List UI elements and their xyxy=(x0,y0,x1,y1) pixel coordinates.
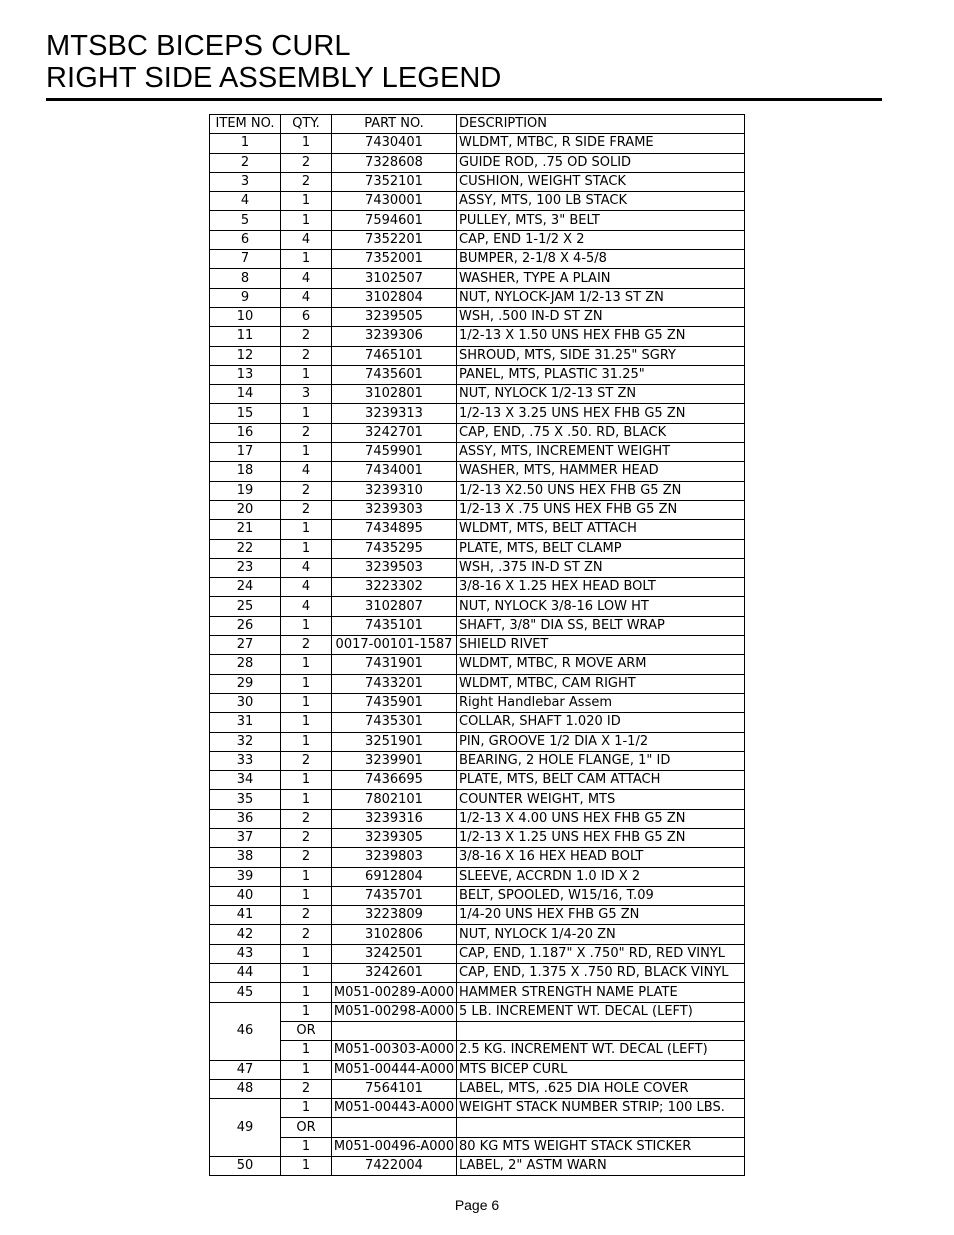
cell-part-no: 7430001 xyxy=(332,192,457,211)
table-row xyxy=(210,906,745,925)
table-row xyxy=(210,404,745,423)
table-row xyxy=(210,269,745,288)
cell-part-no: 7594601 xyxy=(332,211,457,230)
cell-description: NUT, NYLOCK-JAM 1/2-13 ST ZN xyxy=(457,288,745,307)
cell-part-no: 3242501 xyxy=(332,944,457,963)
cell-qty: OR xyxy=(281,1118,332,1137)
cell-qty: 1 xyxy=(281,655,332,674)
cell-qty: 1 xyxy=(281,1099,332,1118)
cell-part-no: 7328608 xyxy=(332,153,457,172)
cell-description: WASHER, MTS, HAMMER HEAD xyxy=(457,462,745,481)
cell-item-no: 23 xyxy=(210,558,281,577)
table-row xyxy=(210,597,745,616)
cell-description: CAP, END, 1.187" X .750" RD, RED VINYL xyxy=(457,944,745,963)
cell-item-no: 2 xyxy=(210,153,281,172)
table-row xyxy=(210,578,745,597)
cell-description: 5 LB. INCREMENT WT. DECAL (LEFT) xyxy=(457,1002,745,1021)
cell-item-no: 29 xyxy=(210,674,281,693)
cell-item-no: 16 xyxy=(210,423,281,442)
cell-item-no: 4 xyxy=(210,192,281,211)
cell-item-no: 37 xyxy=(210,828,281,847)
table-row xyxy=(210,809,745,828)
cell-description: 1/4-20 UNS HEX FHB G5 ZN xyxy=(457,906,745,925)
cell-item-no: 14 xyxy=(210,385,281,404)
cell-item-no: 43 xyxy=(210,944,281,963)
cell-description: NUT, NYLOCK 1/2-13 ST ZN xyxy=(457,385,745,404)
table-row xyxy=(210,790,745,809)
cell-item-no: 42 xyxy=(210,925,281,944)
cell-description: 1/2-13 X 1.25 UNS HEX FHB G5 ZN xyxy=(457,828,745,847)
table-row xyxy=(210,751,745,770)
cell-qty: 1 xyxy=(281,1041,332,1060)
header-qty: QTY. xyxy=(281,115,332,134)
cell-item-no: 22 xyxy=(210,539,281,558)
cell-part-no: 3239803 xyxy=(332,848,457,867)
cell-description: COLLAR, SHAFT 1.020 ID xyxy=(457,713,745,732)
cell-description: CAP, END 1-1/2 X 2 xyxy=(457,230,745,249)
cell-description: 1/2-13 X .75 UNS HEX FHB G5 ZN xyxy=(457,500,745,519)
cell-qty: 2 xyxy=(281,327,332,346)
cell-part-no: 3239305 xyxy=(332,828,457,847)
cell-description: 3/8-16 X 1.25 HEX HEAD BOLT xyxy=(457,578,745,597)
header-description: DESCRIPTION xyxy=(457,115,745,134)
cell-part-no: 7435295 xyxy=(332,539,457,558)
table-row xyxy=(210,481,745,500)
cell-qty: 1 xyxy=(281,211,332,230)
table-row xyxy=(210,385,745,404)
table-row xyxy=(210,1079,745,1098)
cell-item-no: 1 xyxy=(210,134,281,153)
cell-part-no: 3102804 xyxy=(332,288,457,307)
cell-part-no: 3242701 xyxy=(332,423,457,442)
cell-part-no: 7435601 xyxy=(332,365,457,384)
cell-part-no: 7430401 xyxy=(332,134,457,153)
cell-part-no: M051-00443-A000 xyxy=(332,1099,457,1118)
cell-item-no: 39 xyxy=(210,867,281,886)
table-row xyxy=(210,1041,745,1060)
cell-item-no: 15 xyxy=(210,404,281,423)
cell-item-no: 17 xyxy=(210,443,281,462)
cell-qty: 1 xyxy=(281,404,332,423)
cell-item-no: 24 xyxy=(210,578,281,597)
cell-qty: 1 xyxy=(281,674,332,693)
table-row xyxy=(210,134,745,153)
cell-item-no: 26 xyxy=(210,616,281,635)
cell-part-no: 7433201 xyxy=(332,674,457,693)
cell-part-no: M051-00289-A000 xyxy=(332,983,457,1002)
table-row xyxy=(210,925,745,944)
cell-description: WASHER, TYPE A PLAIN xyxy=(457,269,745,288)
cell-part-no: 3223809 xyxy=(332,906,457,925)
cell-item-no: 46 xyxy=(210,1002,281,1060)
cell-qty: 1 xyxy=(281,539,332,558)
table-row xyxy=(210,636,745,655)
cell-description: ASSY, MTS, INCREMENT WEIGHT xyxy=(457,443,745,462)
cell-description: CAP, END, 1.375 X .750 RD, BLACK VINYL xyxy=(457,964,745,983)
cell-item-no: 20 xyxy=(210,500,281,519)
cell-description: CAP, END, .75 X .50. RD, BLACK xyxy=(457,423,745,442)
cell-qty: 1 xyxy=(281,944,332,963)
cell-part-no: 3239901 xyxy=(332,751,457,770)
cell-description: 1/2-13 X 4.00 UNS HEX FHB G5 ZN xyxy=(457,809,745,828)
cell-part-no: 3102801 xyxy=(332,385,457,404)
cell-qty: 4 xyxy=(281,558,332,577)
cell-item-no: 41 xyxy=(210,906,281,925)
cell-description xyxy=(457,1118,745,1137)
table-row xyxy=(210,693,745,712)
cell-qty: 1 xyxy=(281,134,332,153)
cell-qty: 6 xyxy=(281,307,332,326)
cell-qty: 4 xyxy=(281,578,332,597)
cell-part-no: 7435301 xyxy=(332,713,457,732)
cell-qty: 3 xyxy=(281,385,332,404)
cell-description: LABEL, 2" ASTM WARN xyxy=(457,1157,745,1176)
table-row xyxy=(210,1099,745,1118)
cell-qty: 4 xyxy=(281,288,332,307)
cell-description: NUT, NYLOCK 3/8-16 LOW HT xyxy=(457,597,745,616)
cell-part-no: 7564101 xyxy=(332,1079,457,1098)
cell-part-no: 3239505 xyxy=(332,307,457,326)
cell-qty: 4 xyxy=(281,597,332,616)
cell-qty: 1 xyxy=(281,1157,332,1176)
cell-description: WLDMT, MTBC, CAM RIGHT xyxy=(457,674,745,693)
cell-part-no: 7459901 xyxy=(332,443,457,462)
cell-part-no: 3239303 xyxy=(332,500,457,519)
cell-description: WSH, .375 IN-D ST ZN xyxy=(457,558,745,577)
cell-qty: 2 xyxy=(281,828,332,847)
cell-item-no: 18 xyxy=(210,462,281,481)
cell-qty: OR xyxy=(281,1021,332,1040)
cell-description: 3/8-16 X 16 HEX HEAD BOLT xyxy=(457,848,745,867)
cell-qty: 2 xyxy=(281,925,332,944)
table-row xyxy=(210,732,745,751)
table-row xyxy=(210,211,745,230)
cell-qty: 1 xyxy=(281,771,332,790)
cell-qty: 1 xyxy=(281,790,332,809)
table-row xyxy=(210,250,745,269)
cell-item-no: 8 xyxy=(210,269,281,288)
cell-qty: 1 xyxy=(281,867,332,886)
cell-description: 80 KG MTS WEIGHT STACK STICKER xyxy=(457,1137,745,1156)
cell-item-no: 27 xyxy=(210,636,281,655)
cell-item-no: 9 xyxy=(210,288,281,307)
table-row xyxy=(210,828,745,847)
title-divider xyxy=(46,98,882,101)
cell-item-no: 31 xyxy=(210,713,281,732)
assembly-legend-table xyxy=(209,114,745,1176)
cell-item-no: 44 xyxy=(210,964,281,983)
cell-description: WEIGHT STACK NUMBER STRIP; 100 LBS. xyxy=(457,1099,745,1118)
table-row xyxy=(210,867,745,886)
cell-part-no: 7422004 xyxy=(332,1157,457,1176)
cell-qty: 2 xyxy=(281,500,332,519)
table-row xyxy=(210,443,745,462)
cell-qty: 1 xyxy=(281,983,332,1002)
cell-description: WLDMT, MTBC, R SIDE FRAME xyxy=(457,134,745,153)
cell-description: COUNTER WEIGHT, MTS xyxy=(457,790,745,809)
cell-description: ASSY, MTS, 100 LB STACK xyxy=(457,192,745,211)
table-row xyxy=(210,713,745,732)
cell-qty: 2 xyxy=(281,809,332,828)
cell-item-no: 48 xyxy=(210,1079,281,1098)
cell-part-no: 3239306 xyxy=(332,327,457,346)
table-row xyxy=(210,1137,745,1156)
cell-item-no: 36 xyxy=(210,809,281,828)
table-row xyxy=(210,674,745,693)
cell-qty: 2 xyxy=(281,1079,332,1098)
cell-qty: 1 xyxy=(281,1137,332,1156)
cell-part-no: 3239316 xyxy=(332,809,457,828)
cell-description: Right Handlebar Assem xyxy=(457,693,745,712)
title-line-1: MTSBC BICEPS CURL xyxy=(46,30,351,62)
cell-part-no: M051-00303-A000 xyxy=(332,1041,457,1060)
cell-part-no: 7435101 xyxy=(332,616,457,635)
cell-part-no: M051-00298-A000 xyxy=(332,1002,457,1021)
cell-item-no: 47 xyxy=(210,1060,281,1079)
table-row xyxy=(210,346,745,365)
table-row xyxy=(210,520,745,539)
header-item-no: ITEM NO. xyxy=(210,115,281,134)
cell-item-no: 33 xyxy=(210,751,281,770)
cell-description xyxy=(457,1021,745,1040)
cell-part-no: 7434895 xyxy=(332,520,457,539)
table-row xyxy=(210,848,745,867)
cell-item-no: 5 xyxy=(210,211,281,230)
cell-qty: 1 xyxy=(281,250,332,269)
table-row xyxy=(210,462,745,481)
cell-qty: 1 xyxy=(281,886,332,905)
cell-qty: 1 xyxy=(281,1060,332,1079)
cell-part-no: 7435901 xyxy=(332,693,457,712)
cell-item-no: 21 xyxy=(210,520,281,539)
cell-item-no: 7 xyxy=(210,250,281,269)
cell-item-no: 35 xyxy=(210,790,281,809)
cell-item-no: 30 xyxy=(210,693,281,712)
cell-description: SHAFT, 3/8" DIA SS, BELT WRAP xyxy=(457,616,745,635)
cell-part-no: 0017-00101-1587 xyxy=(332,636,457,655)
table-row xyxy=(210,558,745,577)
cell-description: PLATE, MTS, BELT CLAMP xyxy=(457,539,745,558)
cell-qty: 2 xyxy=(281,751,332,770)
cell-item-no: 49 xyxy=(210,1099,281,1157)
cell-qty: 1 xyxy=(281,192,332,211)
cell-description: PLATE, MTS, BELT CAM ATTACH xyxy=(457,771,745,790)
table-row xyxy=(210,500,745,519)
cell-description: MTS BICEP CURL xyxy=(457,1060,745,1079)
cell-qty: 2 xyxy=(281,636,332,655)
cell-qty: 4 xyxy=(281,230,332,249)
cell-description: BUMPER, 2-1/8 X 4-5/8 xyxy=(457,250,745,269)
cell-description: WLDMT, MTS, BELT ATTACH xyxy=(457,520,745,539)
cell-qty: 2 xyxy=(281,423,332,442)
cell-part-no: 3102807 xyxy=(332,597,457,616)
cell-part-no: M051-00496-A000 xyxy=(332,1137,457,1156)
cell-part-no: 3239313 xyxy=(332,404,457,423)
cell-item-no: 6 xyxy=(210,230,281,249)
cell-description: 2.5 KG. INCREMENT WT. DECAL (LEFT) xyxy=(457,1041,745,1060)
cell-part-no xyxy=(332,1021,457,1040)
cell-item-no: 34 xyxy=(210,771,281,790)
cell-item-no: 11 xyxy=(210,327,281,346)
cell-part-no: 3251901 xyxy=(332,732,457,751)
table-row xyxy=(210,230,745,249)
cell-qty: 1 xyxy=(281,732,332,751)
cell-qty: 2 xyxy=(281,848,332,867)
cell-part-no: 3242601 xyxy=(332,964,457,983)
page-title xyxy=(46,30,501,94)
cell-description: 1/2-13 X2.50 UNS HEX FHB G5 ZN xyxy=(457,481,745,500)
cell-qty: 1 xyxy=(281,616,332,635)
cell-qty: 4 xyxy=(281,462,332,481)
title-line-2: RIGHT SIDE ASSEMBLY LEGEND xyxy=(46,62,502,94)
cell-description: SLEEVE, ACCRDN 1.0 ID X 2 xyxy=(457,867,745,886)
cell-item-no: 32 xyxy=(210,732,281,751)
cell-qty: 2 xyxy=(281,481,332,500)
cell-description: PIN, GROOVE 1/2 DIA X 1-1/2 xyxy=(457,732,745,751)
cell-description: SHROUD, MTS, SIDE 31.25" SGRY xyxy=(457,346,745,365)
cell-qty: 1 xyxy=(281,443,332,462)
table-row xyxy=(210,1118,745,1137)
cell-qty: 4 xyxy=(281,269,332,288)
cell-qty: 2 xyxy=(281,172,332,191)
table-row xyxy=(210,539,745,558)
table-header-row xyxy=(210,115,745,134)
cell-description: NUT, NYLOCK 1/4-20 ZN xyxy=(457,925,745,944)
table-row xyxy=(210,153,745,172)
cell-item-no: 38 xyxy=(210,848,281,867)
table-row xyxy=(210,172,745,191)
cell-description: BEARING, 2 HOLE FLANGE, 1" ID xyxy=(457,751,745,770)
cell-qty: 2 xyxy=(281,906,332,925)
table-row xyxy=(210,771,745,790)
cell-part-no: 7434001 xyxy=(332,462,457,481)
cell-part-no: 6912804 xyxy=(332,867,457,886)
cell-part-no xyxy=(332,1118,457,1137)
cell-part-no: 7352101 xyxy=(332,172,457,191)
cell-description: SHIELD RIVET xyxy=(457,636,745,655)
table-row xyxy=(210,944,745,963)
table-row xyxy=(210,983,745,1002)
cell-part-no: 7435701 xyxy=(332,886,457,905)
table-row xyxy=(210,192,745,211)
cell-part-no: 7436695 xyxy=(332,771,457,790)
table-row xyxy=(210,365,745,384)
cell-qty: 1 xyxy=(281,713,332,732)
cell-item-no: 13 xyxy=(210,365,281,384)
cell-qty: 1 xyxy=(281,1002,332,1021)
table-row xyxy=(210,307,745,326)
cell-part-no: 3102507 xyxy=(332,269,457,288)
cell-description: PULLEY, MTS, 3" BELT xyxy=(457,211,745,230)
cell-qty: 1 xyxy=(281,365,332,384)
cell-part-no: 7802101 xyxy=(332,790,457,809)
cell-qty: 1 xyxy=(281,693,332,712)
cell-item-no: 10 xyxy=(210,307,281,326)
cell-qty: 1 xyxy=(281,520,332,539)
cell-description: BELT, SPOOLED, W15/16, T.09 xyxy=(457,886,745,905)
cell-description: WLDMT, MTBC, R MOVE ARM xyxy=(457,655,745,674)
table-row xyxy=(210,1157,745,1176)
header-part-no: PART NO. xyxy=(332,115,457,134)
cell-item-no: 12 xyxy=(210,346,281,365)
cell-description: 1/2-13 X 3.25 UNS HEX FHB G5 ZN xyxy=(457,404,745,423)
cell-description: 1/2-13 X 1.50 UNS HEX FHB G5 ZN xyxy=(457,327,745,346)
cell-description: LABEL, MTS, .625 DIA HOLE COVER xyxy=(457,1079,745,1098)
table-row xyxy=(210,288,745,307)
table-row xyxy=(210,423,745,442)
cell-item-no: 25 xyxy=(210,597,281,616)
table-row xyxy=(210,1060,745,1079)
cell-item-no: 45 xyxy=(210,983,281,1002)
cell-qty: 2 xyxy=(281,153,332,172)
cell-part-no: 3239503 xyxy=(332,558,457,577)
table-row xyxy=(210,655,745,674)
cell-description: CUSHION, WEIGHT STACK xyxy=(457,172,745,191)
cell-qty: 1 xyxy=(281,964,332,983)
cell-description: HAMMER STRENGTH NAME PLATE xyxy=(457,983,745,1002)
table-row xyxy=(210,616,745,635)
cell-part-no: 7431901 xyxy=(332,655,457,674)
cell-part-no: 7352001 xyxy=(332,250,457,269)
cell-item-no: 50 xyxy=(210,1157,281,1176)
cell-item-no: 19 xyxy=(210,481,281,500)
cell-description: GUIDE ROD, .75 OD SOLID xyxy=(457,153,745,172)
page-number: Page 6 xyxy=(454,1197,500,1213)
table-row xyxy=(210,1021,745,1040)
cell-item-no: 3 xyxy=(210,172,281,191)
cell-part-no: 7465101 xyxy=(332,346,457,365)
cell-qty: 2 xyxy=(281,346,332,365)
table-row xyxy=(210,1002,745,1021)
table-row xyxy=(210,886,745,905)
cell-description: PANEL, MTS, PLASTIC 31.25" xyxy=(457,365,745,384)
cell-part-no: 7352201 xyxy=(332,230,457,249)
cell-item-no: 28 xyxy=(210,655,281,674)
cell-item-no: 40 xyxy=(210,886,281,905)
table-row xyxy=(210,964,745,983)
cell-part-no: 3239310 xyxy=(332,481,457,500)
cell-description: WSH, .500 IN-D ST ZN xyxy=(457,307,745,326)
cell-part-no: M051-00444-A000 xyxy=(332,1060,457,1079)
table-row xyxy=(210,327,745,346)
cell-part-no: 3102806 xyxy=(332,925,457,944)
cell-part-no: 3223302 xyxy=(332,578,457,597)
